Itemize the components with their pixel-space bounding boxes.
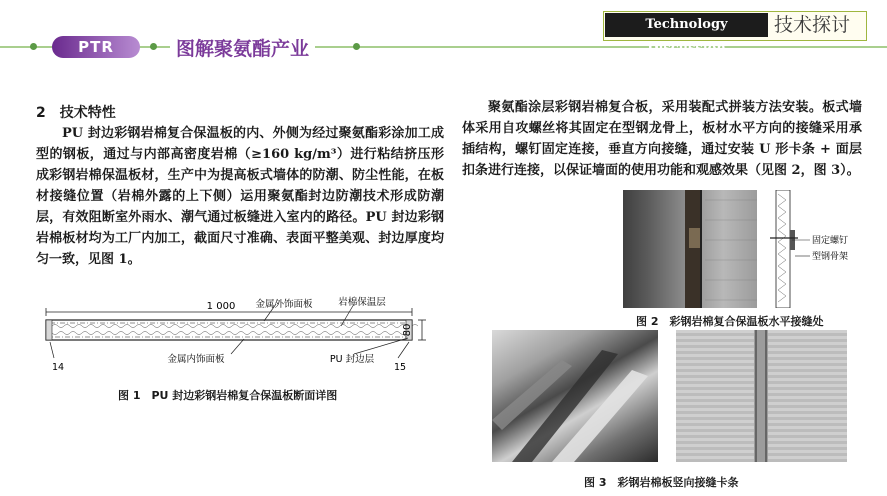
- dim-left-label: 14: [51, 362, 65, 373]
- figure3-clip-shapes: [492, 330, 658, 462]
- figure3-photo-seam: [676, 330, 847, 462]
- figure1-caption: 图 1 PU 封边彩钢岩棉复合保温板断面详图: [118, 389, 338, 402]
- label-screw: 固定螺钉: [812, 236, 849, 246]
- dim-right-label: 15: [393, 362, 407, 373]
- header-dot: [30, 43, 37, 50]
- figure2-joint-diagram: [762, 190, 862, 308]
- figure2-caption: 图 2 彩钢岩棉复合保温板水平接缝处: [636, 315, 824, 328]
- section-tag-chinese: 技术探讨: [774, 14, 851, 36]
- label-core: 岩棉保温层: [338, 297, 386, 308]
- header-dot: [353, 43, 360, 50]
- joint-gap: [685, 190, 701, 308]
- journal-badge: PTR: [52, 36, 140, 58]
- column-title: 图解聚氨酯产业: [170, 34, 315, 61]
- rock-wool-core: [50, 323, 408, 337]
- pu-edge-left: [46, 320, 52, 340]
- figure2-photo-detail: [623, 190, 757, 308]
- leader-line: [231, 339, 244, 354]
- label-edge-seal: PU 封边层: [329, 354, 375, 365]
- label-inner-panel: 金属内饰面板: [167, 354, 225, 365]
- figure3-caption: 图 3 彩钢岩棉板竖向接缝卡条: [584, 476, 739, 489]
- right-paragraph: 聚氨酯涂层彩钢岩棉复合板，采用装配式拼装方法安装。板式墙体采用自攻螺丝将其固定在型钢龙骨上，板材水平方向的接缝采用承插结构，螺钉固定连接，垂直方向接缝，通过安装 U 形卡条 + 面层扣条进行连接，以保证墙面的使用功能和观感效果（见图 2，图 3）。: [462, 100, 862, 178]
- label-outer-panel: 金属外饰面板: [255, 299, 313, 310]
- leader-line: [50, 342, 54, 358]
- joint-insert: [689, 228, 701, 248]
- figure2-photo: [623, 190, 757, 308]
- section-tag-english: Technology Discussion: [605, 13, 768, 37]
- label-frame: 型钢骨架: [812, 252, 849, 262]
- dim-width-label: 1 000: [206, 301, 236, 312]
- left-paragraph: PU 封边彩钢岩棉复合保温板的内、外侧为经过聚氨酯彩涂加工成型的钢板，通过与内部高密度岩棉（≥160 kg/m³）进行粘结挤压形成彩钢岩棉保温板材，生产中为提高板式墙体的防潮、防尘性能，在板材接缝位置（岩棉外露的上下侧）运用聚氨酯封边防潮技术形成防潮层，有效阻断室外雨水、潮气通过板缝进入室内的路径。PU 封边彩钢岩棉板材均为工厂内加工，截面尺寸准确、表面平整美观、封边厚度均匀一致，见图 1。: [36, 126, 444, 267]
- section-heading: 2 技术特性: [36, 105, 116, 121]
- figure3-seam-detail: [676, 330, 847, 462]
- leader-line: [398, 342, 409, 358]
- panel-lines: [705, 200, 757, 300]
- dim-height-label: 80: [402, 323, 413, 337]
- figure3-photo-clips: [492, 330, 658, 462]
- header-dot: [150, 43, 157, 50]
- figure1-section-drawing: [36, 296, 456, 374]
